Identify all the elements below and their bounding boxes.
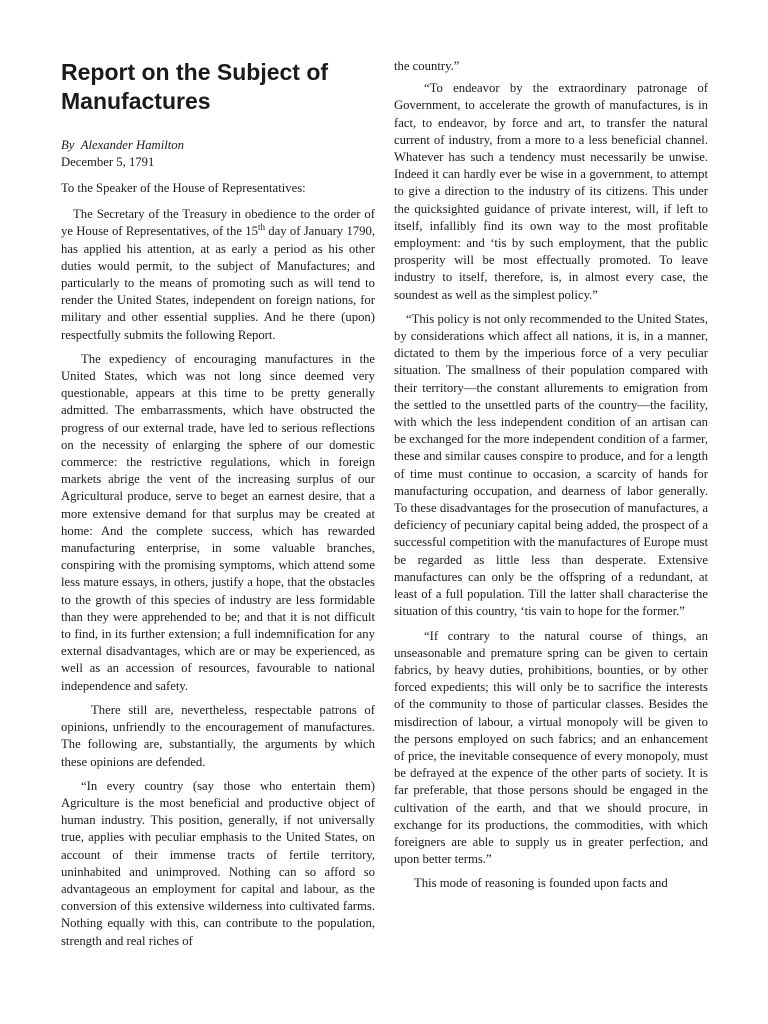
paragraph-continuation: the country.”: [394, 59, 460, 73]
author-line: [61, 137, 381, 154]
page-title: Report on the Subject of Manufactures: [61, 59, 329, 114]
paragraph-1-part-a: The Secretary of the Treasury in obedience to the order of ye House of Representatives, of the 15: [61, 207, 375, 239]
right-column: [394, 58, 708, 900]
paragraph-5: “To endeavor by the extraordinary patronage of Government, to accelerate the growth of manufactures, is in fact, to endeavor, by force and art, to transfer the natural current of industry, from a more to a less beneficial channel. Whatever has such a tendency must necessarily be unwise. Indeed it can hardly ever be wise in a government, to attempt to give a direction to the industry of its citizens. This under the quicksighted guidance of private interest, will, if left to itself, infallibly find its own way to the most profitable employment: and ‘tis by such employment, that the public prosperity will be most effectually promoted. To leave industry to itself, therefore, is, in almost every case, the soundest as well as the simplest policy.”: [394, 81, 708, 302]
paragraph-7: “If contrary to the natural course of things, an unseasonable and premature spring can be given to certain fabrics, by heavy duties, prohibitions, bounties, or by other forced expedients; this will only be to sacrifice the interests of the community to those of particular classes. Besides the misdirection of labour, a virtual monopoly will be given to the persons employed on such fabrics; and an enhancement of price, the inevitable consequence of every monopoly, must be defrayed at the expence of the other parts of society. It is far preferable, that those persons should be engaged in the cultivation of the earth, and that we should procure, in exchange for its productions, the commodities, with which foreigners are able to supply us in greater perfection, and upon better terms.”: [394, 628, 708, 867]
paragraph-2: The expediency of encouraging manufactures in the United States, which was not long since deemed very questionable, appears at this time to be pretty generally admitted. The embarrassments, which have obstructed the progress of our external trade, have led to serious reflections on the necessity of enlarging the sphere of our domestic commerce: the restrictive regulations, which in foreign markets abrige the vent of the increasing surplus of our Agricultural produce, serve to beget an earnest desire, that a more extensive demand for that surplus may be created at home: And the complete success, which has rewarded manufacturing enterprise, in some valuable branches, conspiring with the promising symptoms, which attend some less mature essays, in others, justify a hope, that the obstacles to the growth of this species of industry are less formidable than they were apprehended to be; and that it is not difficult to find, in its further extension; a full indemnification for any external disadvantages, which are or may be experienced, as well as an accession of resources, favourable to national independence and safety.: [61, 351, 375, 693]
addressee: To the Speaker of the House of Representatives:: [61, 181, 306, 195]
byline-prefix: By: [61, 138, 75, 152]
paragraph-6: “This policy is not only recommended to the United States, by considerations which affect all nations, it is, in a manner, dictated to them by the imperious force of a very peculiar situation. The smallness of their population compared with their territory—the constant allurements to emigration from the settled to the unsettled parts of the country—the facility, with which the less independent condition of an artisan can be exchanged for the more independent condition of a farmer, these and similar causes conspire to produce, and for a length of time must continue to occasion, a scarcity of hands for manufacturing occupation, and dearness of labor generally. To these disadvantages for the prosecution of manufactures, a deficiency of pecuniary capital being added, the prospect of a successful competition with the manufactures of Europe must be regarded as little less than desperate. Extensive manufactures can only be the offspring of a redundant, at least of a full population. Till the latter shall characterise the situation of this country, ‘tis vain to hope for the former.”: [394, 311, 708, 619]
paragraph-3: There still are, nevertheless, respectable patrons of opinions, unfriendly to the encouragement of manufactures. The following are, substantially, the arguments by which these opinions are defended.: [61, 702, 375, 769]
paragraph-4: “In every country (say those who entertain them) Agriculture is the most beneficial and productive object of human industry. This position, generally, if not universally true, applies with peculiar emphasis to the United States, on account of their immense tracts of fertile territory, uninhabited and unimproved. Nothing can so afford so advantageous an employment for capital and labour, as the conversion of this extensive wilderness into cultivated farms. Nothing equally with this, can contribute to the population, strength and real riches of: [61, 778, 375, 948]
document-date: December 5, 1791: [61, 155, 155, 169]
left-column: [61, 180, 375, 957]
byline: [61, 137, 381, 171]
ordinal-suffix: th: [257, 222, 265, 233]
paragraph-1: [61, 206, 375, 344]
paragraph-8: This mode of reasoning is founded upon facts and: [414, 876, 668, 891]
author-name: Alexander Hamilton: [80, 138, 184, 152]
paragraph-1-part-b: day of January 1790, has applied his attention, at as early a period as his other duties would permit, to the subject of Manufactures; and particularly to the means of promoting such as will tend to render the United States, independent on foreign nations, for military and other essential supplies. And he there (upon) respectfully submits the following Report.: [61, 224, 375, 342]
